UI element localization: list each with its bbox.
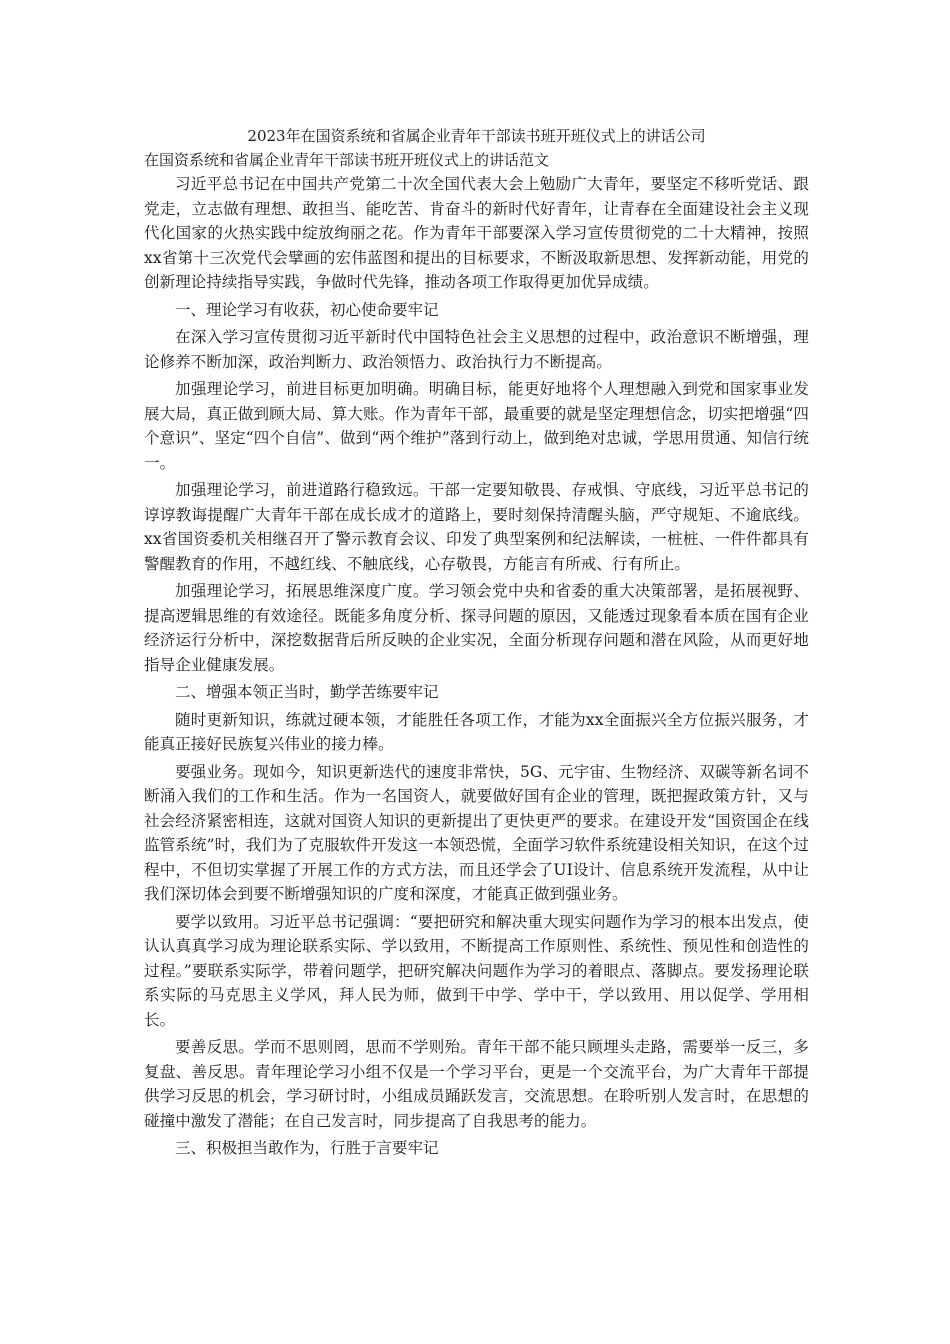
body-paragraph: 要学以致用。习近平总书记强调：“要把研究和解决重大现实问题作为学习的根本出发点，使认认真真学习成为理论联系实际、学以致用，不断提高工作原则性、系统性、预见性和创造性的过程。”要联系实际学，带着问题学，把研究解决问题作为学习的着眼点、落脚点。要发扬理论联系实际的马克思主义学风，拜人民为师，做到干中学、学中干，学以致用、用以促学、学用相长。 bbox=[144, 912, 809, 1029]
body-paragraph: 要善反思。学而不思则罔，思而不学则殆。青年干部不能只顾埋头走路，需要举一反三，多复盘、善反思。青年理论学习小组不仅是一个学习平台，更是一个交流平台，为广大青年干部提供学习反思的机会，学习研讨时，小组成员踊跃发言，交流思想。在聆听别人发言时，在思想的碰撞中激发了潜能；在自己发言时，同步提高了自我思考的能力。 bbox=[144, 1038, 809, 1130]
document-title: 2023年在国资系统和省属企业青年干部读书班开班仪式上的讲话公司 bbox=[247, 127, 706, 145]
document-page bbox=[144, 124, 809, 1164]
body-paragraph: 随时更新知识，练就过硬本领，才能胜任各项工作，才能为xx全面振兴全方位振兴服务，才能真正接好民族复兴伟业的接力棒。 bbox=[144, 710, 809, 753]
section-heading-2: 二、增强本领正当时，勤学苦练要牢记 bbox=[175, 683, 439, 701]
body-paragraph: 加强理论学习，前进目标更加明确。明确目标，能更好地将个人理想融入到党和国家事业发展大局，真正做到顾大局、算大账。作为青年干部，最重要的就是坚定理想信念，切实把增强“四个意识”、坚定“四个自信”、做到“两个维护”落到行动上，做到绝对忠诚，学思用贯通、知信行统一。 bbox=[144, 380, 809, 472]
intro-paragraph: 习近平总书记在中国共产党第二十次全国代表大会上勉励广大青年，要坚定不移听党话、跟党走，立志做有理想、敢担当、能吃苦、肯奋斗的新时代好青年，让青春在全面建设社会主义现代化国家的火热实践中绽放绚丽之花。作为青年干部要深入学习宣传贯彻党的二十大精神，按照xx省第十三次党代会擘画的宏伟蓝图和提出的目标要求，不断汲取新思想、发挥新动能，用党的创新理论持续指导实践，争做时代先锋，推动各项工作取得更加优异成绩。 bbox=[144, 175, 809, 291]
body-paragraph: 要强业务。现如今，知识更新迭代的速度非常快，5G、元宇宙、生物经济、双碳等新名词不断涌入我们的工作和生活。作为一名国资人，就要做好国有企业的管理，既把握政策方针，又与社会经济紧密相连，这就对国资人知识的更新提出了更快更严的要求。在建设开发“国资国企在线监管系统”时，我们为了克服软件开发这一本领恐慌，全面学习软件系统建设相关知识，在这个过程中，不但切实掌握了开展工作的方式方法，而且还学会了UI设计、信息系统开发流程，从中让我们深切体会到要不断增强知识的广度和深度，才能真正做到强业务。 bbox=[144, 762, 809, 903]
section-heading-3: 三、积极担当敢作为，行胜于言要牢记 bbox=[175, 1139, 439, 1157]
section-heading-1: 一、理论学习有收获，初心使命要牢记 bbox=[175, 300, 439, 319]
document-subtitle: 在国资系统和省属企业青年干部读书班开班仪式上的讲话范文 bbox=[144, 151, 550, 169]
body-paragraph: 加强理论学习，前进道路行稳致远。干部一定要知敬畏、存戒惧、守底线，习近平总书记的谆谆教诲提醒广大青年干部在成长成才的道路上，要时刻保持清醒头脑，严守规矩、不逾底线。xx省国资委机关相继召开了警示教育会议、印发了典型案例和纪法解读，一桩桩、一件件都具有警醒教育的作用，不越红线、不触底线，心存敬畏，方能言有所戒、行有所止。 bbox=[144, 481, 809, 573]
body-paragraph: 加强理论学习，拓展思维深度广度。学习领会党中央和省委的重大决策部署，是拓展视野、提高逻辑思维的有效途径。既能多角度分析、探寻问题的原因，又能透过现象看本质在国有企业经济运行分析中，深挖数据背后所反映的企业实况，全面分析现存问题和潜在风险，从而更好地指导企业健康发展。 bbox=[144, 582, 809, 674]
body-paragraph: 在深入学习宣传贯彻习近平新时代中国特色社会主义思想的过程中，政治意识不断增强，理论修养不断加深，政治判断力、政治领悟力、政治执行力不断提高。 bbox=[144, 328, 809, 371]
